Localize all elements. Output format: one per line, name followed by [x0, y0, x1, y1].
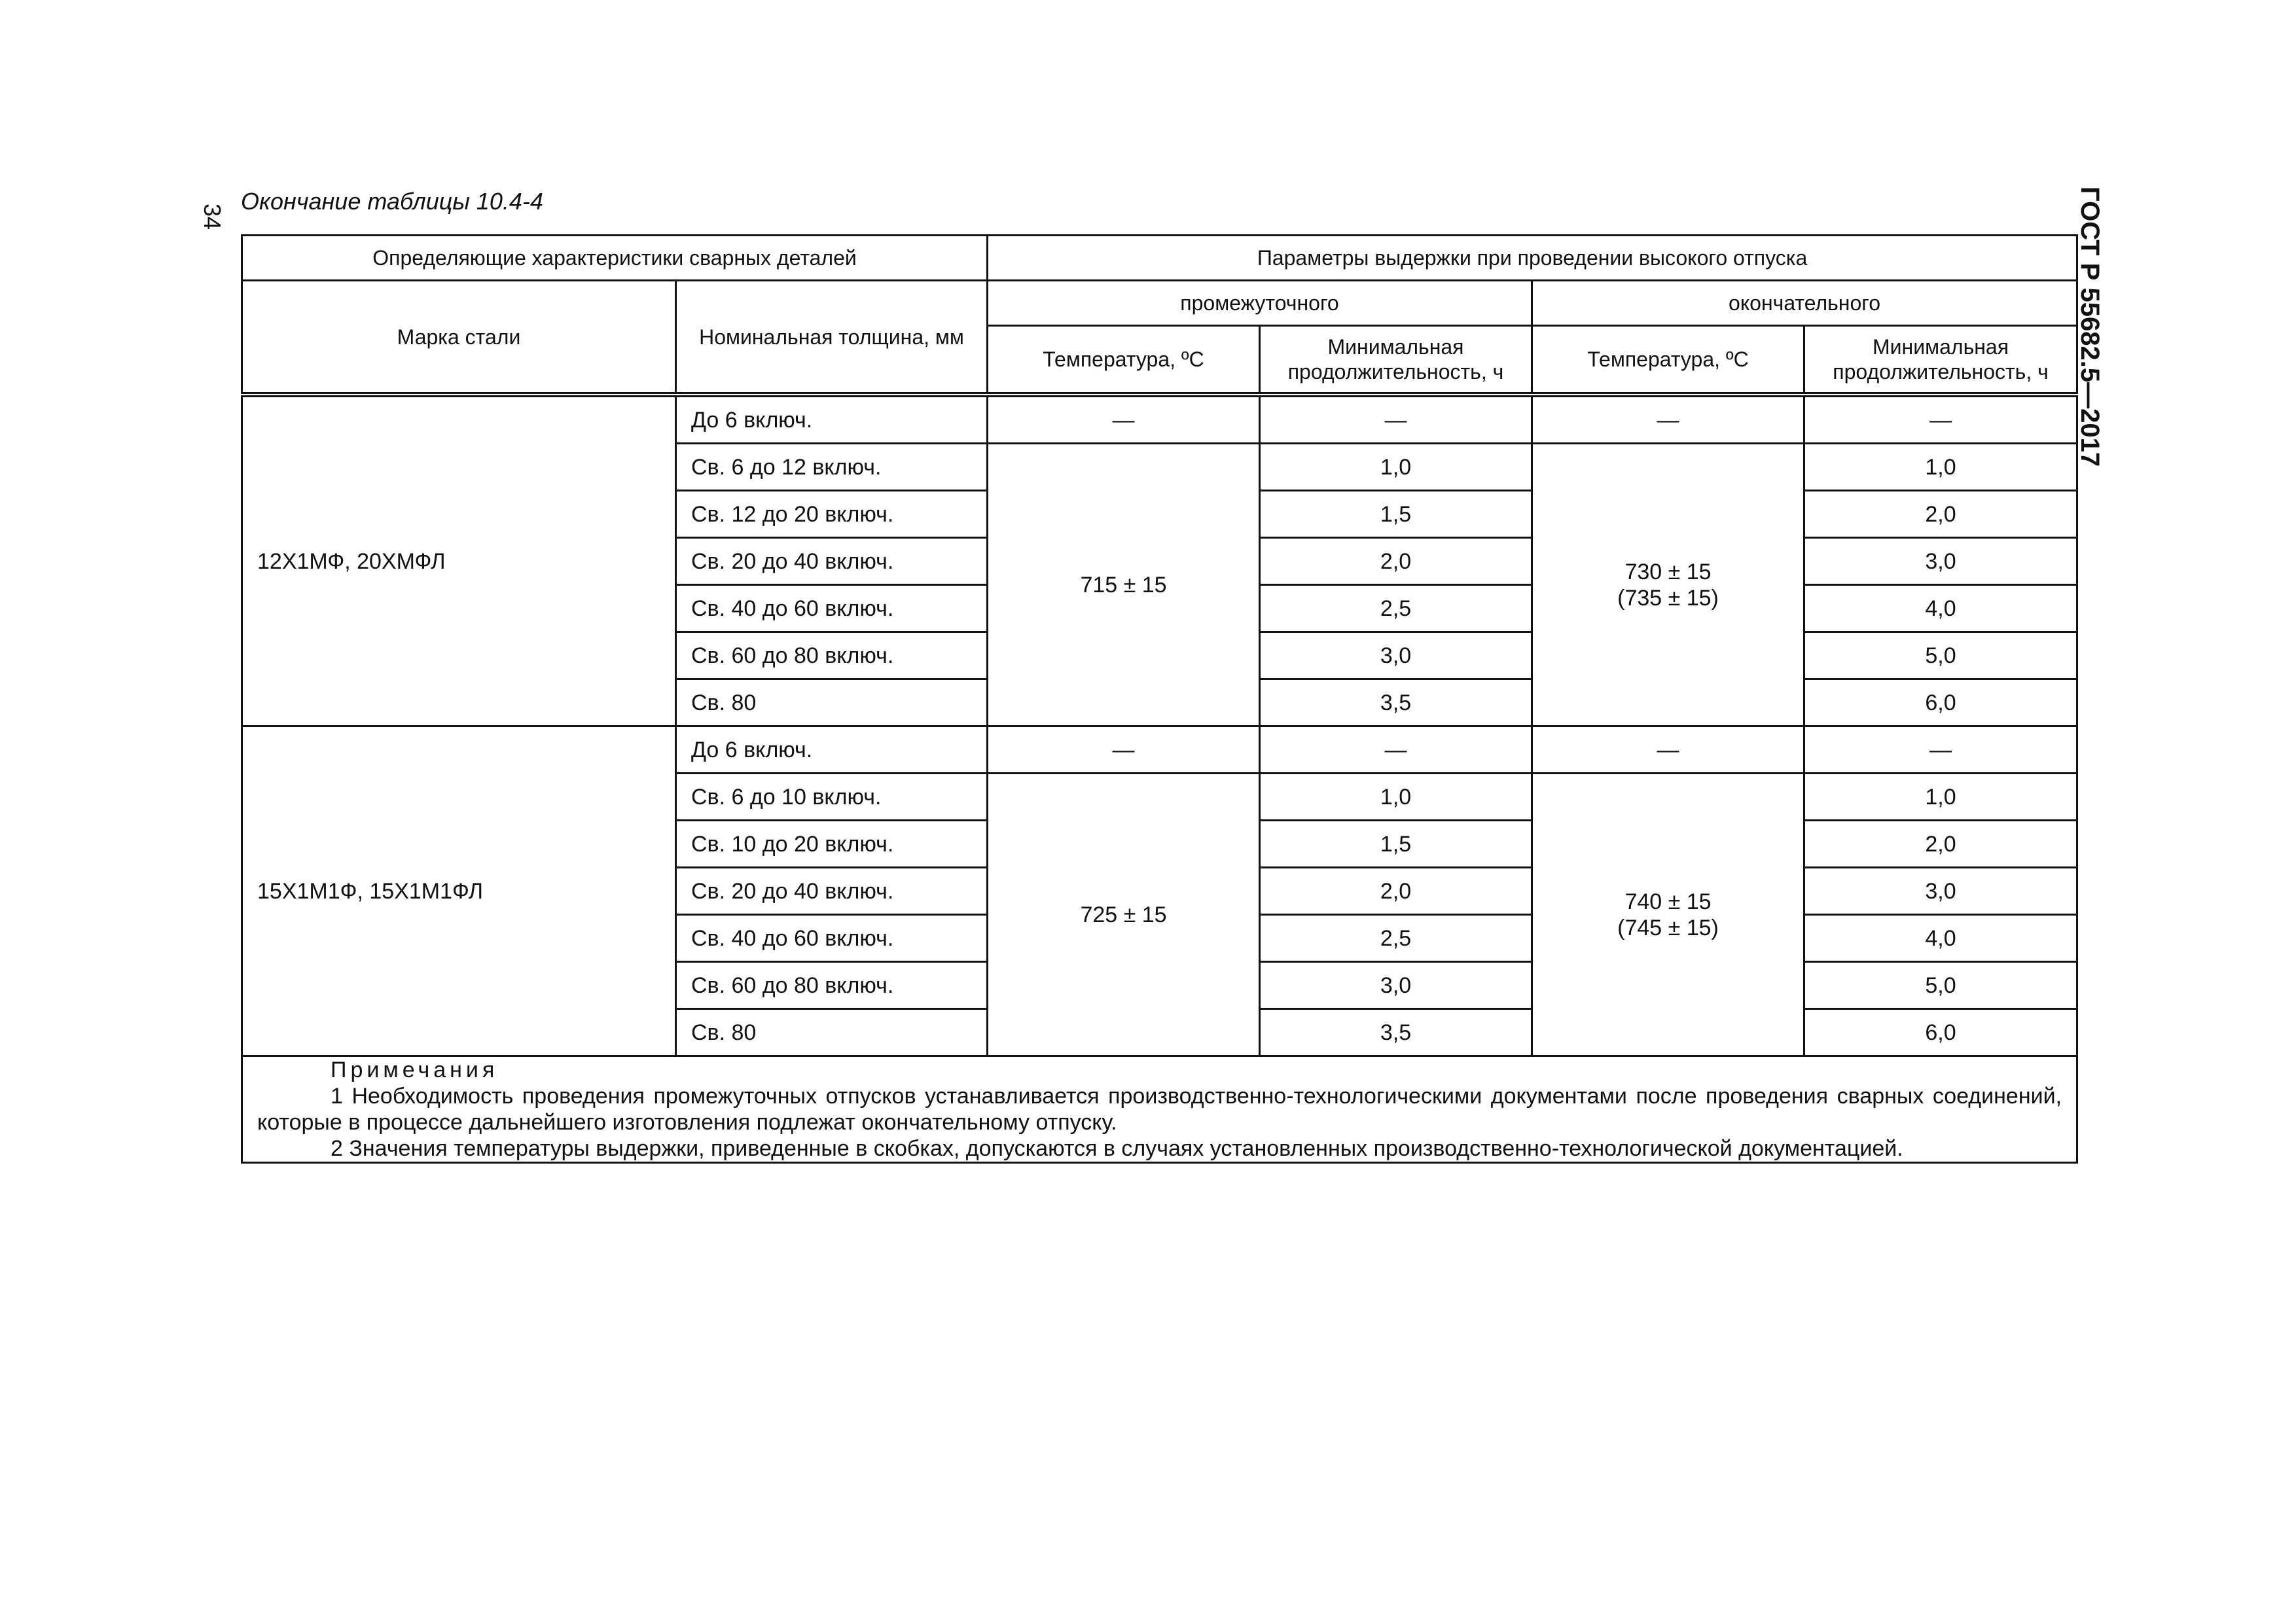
steel-grade-cell: 15Х1М1Ф, 15Х1М1ФЛ	[242, 726, 676, 1056]
duration-intermediate-cell: 1,0	[1260, 774, 1532, 821]
header-thickness: Номинальная толщина, мм	[676, 281, 988, 395]
temp-final-value: 740 ± 15	[1624, 889, 1712, 914]
thickness-cell: Св. 20 до 40 включ.	[676, 538, 988, 585]
header-duration-final	[1804, 326, 2077, 395]
notes-row	[242, 1056, 2077, 1163]
header-grade: Марка стали	[242, 281, 676, 395]
duration-intermediate-cell: —	[1260, 395, 1532, 444]
temp-intermediate-cell: 725 ± 15	[988, 774, 1260, 1056]
duration-final-cell: 6,0	[1804, 679, 2077, 726]
duration-final-cell: 4,0	[1804, 585, 2077, 632]
duration-final-cell: 3,0	[1804, 868, 2077, 915]
header-final: окончательного	[1532, 281, 2077, 326]
duration-final-cell: 5,0	[1804, 962, 2077, 1009]
duration-final-cell: 2,0	[1804, 491, 2077, 538]
header-duration-final-line2: продолжительность, ч	[1833, 360, 2049, 383]
temp-final-cell	[1532, 444, 1804, 726]
temp-intermediate-cell: —	[988, 726, 1260, 774]
duration-final-cell: 2,0	[1804, 821, 2077, 868]
header-duration-intermediate-line2: продолжительность, ч	[1287, 360, 1504, 383]
table-caption: Окончание таблицы 10.4-4	[241, 188, 543, 215]
thickness-cell: Св. 60 до 80 включ.	[676, 962, 988, 1009]
duration-intermediate-cell: 3,0	[1260, 632, 1532, 679]
thickness-cell: Св. 80	[676, 679, 988, 726]
duration-final-cell: 6,0	[1804, 1009, 2077, 1056]
thickness-cell: Св. 20 до 40 включ.	[676, 868, 988, 915]
header-duration-intermediate	[1260, 326, 1532, 395]
temp-final-cell: —	[1532, 726, 1804, 774]
thickness-cell: Св. 40 до 60 включ.	[676, 585, 988, 632]
temp-final-value: 730 ± 15	[1624, 559, 1712, 584]
tempering-table	[241, 234, 2078, 1164]
note-2: 2 Значения температуры выдержки, приведенные в скобках, допускаются в случаях установленных производственно-технологической документацией.	[331, 1136, 1903, 1161]
duration-final-cell: 5,0	[1804, 632, 2077, 679]
duration-intermediate-cell: 1,5	[1260, 821, 1532, 868]
duration-intermediate-cell: 1,0	[1260, 444, 1532, 491]
note-1: 1 Необходимость проведения промежуточных отпусков устанавливается производственно-технологическими документами после проведения сварных соединений, которые в процессе дальнейшего изготовления подлежат окончательному отпуску.	[257, 1084, 2062, 1135]
header-defining: Определяющие характеристики сварных деталей	[242, 236, 988, 281]
document-code: ГОСТ Р 55682.5—2017	[2075, 187, 2104, 467]
temp-final-cell	[1532, 774, 1804, 1056]
table-row	[242, 395, 2077, 444]
duration-intermediate-cell: 2,5	[1260, 915, 1532, 962]
duration-intermediate-cell: 3,5	[1260, 679, 1532, 726]
notes-cell	[242, 1056, 2077, 1163]
thickness-cell: Св. 6 до 10 включ.	[676, 774, 988, 821]
duration-intermediate-cell: 2,0	[1260, 538, 1532, 585]
temp-final-cell: —	[1532, 395, 1804, 444]
temp-intermediate-cell: 715 ± 15	[988, 444, 1260, 726]
steel-grade-cell: 12Х1МФ, 20ХМФЛ	[242, 395, 676, 726]
duration-intermediate-cell: 2,5	[1260, 585, 1532, 632]
header-temp-final: Температура, ºС	[1532, 326, 1804, 395]
header-temp-intermediate: Температура, ºС	[988, 326, 1260, 395]
temp-final-alt-value: (745 ± 15)	[1617, 915, 1719, 940]
duration-final-cell: 3,0	[1804, 538, 2077, 585]
header-intermediate: промежуточного	[988, 281, 1532, 326]
notes-title: Примечания	[331, 1058, 499, 1082]
header-params: Параметры выдержки при проведении высокого отпуска	[988, 236, 2077, 281]
header-row-2	[242, 281, 2077, 326]
duration-final-cell: 4,0	[1804, 915, 2077, 962]
duration-intermediate-cell: 1,5	[1260, 491, 1532, 538]
temp-intermediate-cell: —	[988, 395, 1260, 444]
thickness-cell: Св. 12 до 20 включ.	[676, 491, 988, 538]
duration-intermediate-cell: 2,0	[1260, 868, 1532, 915]
thickness-cell: До 6 включ.	[676, 726, 988, 774]
thickness-cell: Св. 60 до 80 включ.	[676, 632, 988, 679]
duration-final-cell: —	[1804, 395, 2077, 444]
header-duration-intermediate-line1: Минимальная	[1327, 335, 1464, 359]
duration-intermediate-cell: 3,0	[1260, 962, 1532, 1009]
duration-intermediate-cell: 3,5	[1260, 1009, 1532, 1056]
thickness-cell: Св. 40 до 60 включ.	[676, 915, 988, 962]
duration-final-cell: 1,0	[1804, 774, 2077, 821]
table-row	[242, 726, 2077, 774]
thickness-cell: Св. 80	[676, 1009, 988, 1056]
thickness-cell: Св. 6 до 12 включ.	[676, 444, 988, 491]
temp-final-alt-value: (735 ± 15)	[1617, 585, 1719, 611]
thickness-cell: Св. 10 до 20 включ.	[676, 821, 988, 868]
header-duration-final-line1: Минимальная	[1873, 335, 2009, 359]
duration-final-cell: —	[1804, 726, 2077, 774]
page-number: 34	[199, 203, 226, 230]
header-row-1	[242, 236, 2077, 281]
duration-intermediate-cell: —	[1260, 726, 1532, 774]
duration-final-cell: 1,0	[1804, 444, 2077, 491]
thickness-cell: До 6 включ.	[676, 395, 988, 444]
